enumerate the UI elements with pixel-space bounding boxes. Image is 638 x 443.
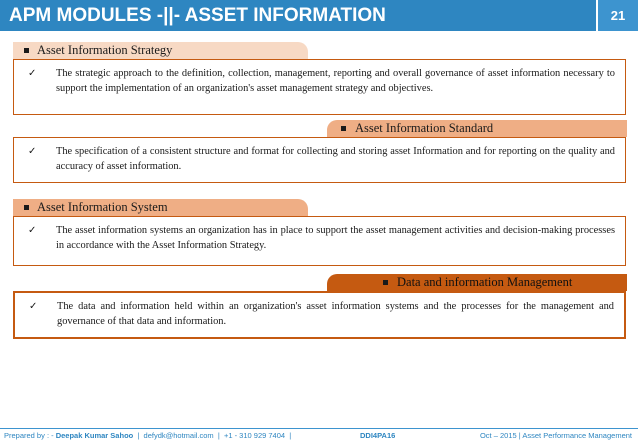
section-heading-system — [13, 199, 308, 216]
page-number: 21 — [596, 0, 638, 31]
square-bullet-icon — [383, 280, 388, 285]
section-heading-data-management — [327, 274, 627, 291]
slide-title: APM MODULES -||- ASSET INFORMATION — [9, 5, 386, 26]
check-icon: ✓ — [28, 68, 37, 79]
check-icon: ✓ — [29, 301, 38, 312]
footer-prepared-by: Prepared by : - — [4, 431, 54, 440]
section-text: The specification of a consistent structure and format for collecting and storing asset Information and for reporting on the quality and accuracy of asset information. — [56, 146, 615, 172]
section-heading-label: Asset Information System — [37, 200, 168, 214]
section-box-standard — [13, 137, 626, 183]
footer — [0, 428, 638, 443]
square-bullet-icon — [24, 48, 29, 53]
section-text: The data and information held within an organization's asset information systems and the processes for the management and governance of that data and information. — [57, 301, 614, 327]
section-heading-label: Asset Information Standard — [355, 121, 494, 135]
footer-author: Deepak Kumar Sahoo — [55, 431, 134, 440]
square-bullet-icon — [341, 126, 346, 131]
check-icon: ✓ — [28, 225, 37, 236]
title-bar — [0, 0, 638, 31]
footer-left: Prepared by : - Deepak Kumar Sahoo | defydk@hotmail.com | +1 - 310 929 7404 | — [4, 431, 292, 440]
footer-code: DDI4PA16 — [360, 431, 396, 440]
section-box-strategy — [13, 59, 626, 115]
section-heading-standard — [327, 120, 627, 137]
section-box-data-management — [13, 291, 626, 339]
footer-email: defydk@hotmail.com — [143, 431, 214, 440]
section-heading-label: Asset Information Strategy — [37, 43, 173, 57]
section-box-system — [13, 216, 626, 266]
square-bullet-icon — [24, 205, 29, 210]
section-heading-strategy — [13, 42, 308, 59]
section-text: The asset information systems an organization has in place to support the asset management activities and decision-making processes in accordance with the Asset Information Strategy. — [56, 225, 615, 251]
check-icon: ✓ — [28, 146, 37, 157]
footer-right: Oct – 2015 | Asset Performance Management — [479, 431, 632, 440]
section-text: The strategic approach to the definition, collection, management, reporting and overall governance of asset information necessary to support the implementation of an organization's asset management strategy and objectives. — [56, 68, 615, 94]
section-heading-label: Data and information Management — [397, 275, 573, 289]
footer-phone: +1 - 310 929 7404 — [223, 431, 286, 440]
